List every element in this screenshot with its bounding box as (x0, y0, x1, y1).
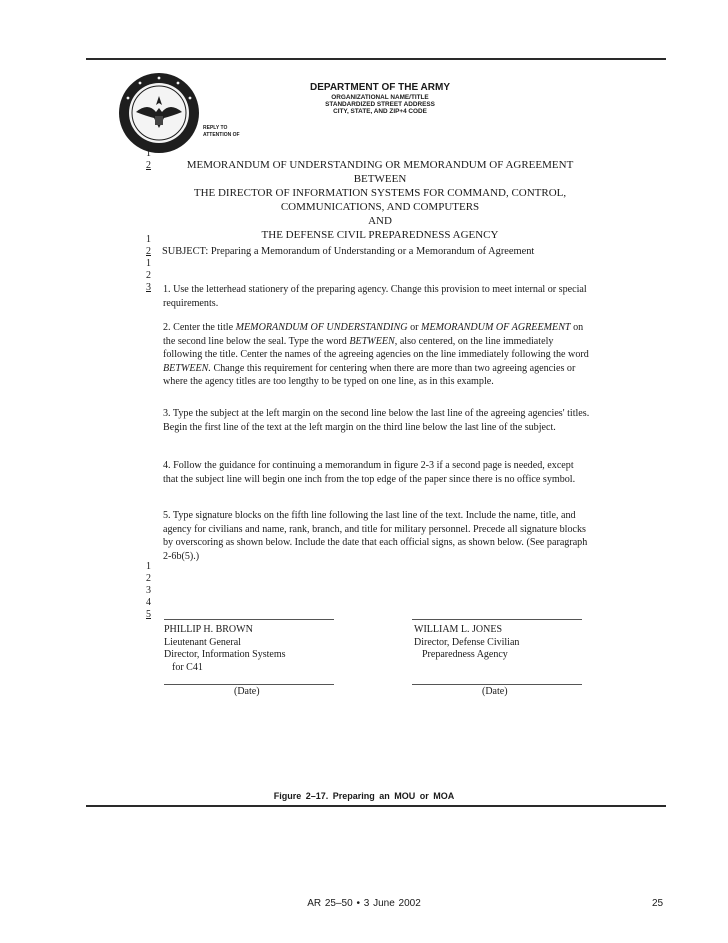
footer-document-id: AR 25–50 • 3 June 2002 (307, 898, 421, 909)
date-label-left: (Date) (234, 686, 260, 697)
street-address: STANDARDIZED STREET ADDRESS (325, 100, 435, 108)
paragraph-2-text: , also centered, on the line immediately following the title. Center the names of the agreeing agencies on the line immediately following the word (163, 335, 589, 360)
title-line: BETWEEN (353, 173, 407, 185)
signature-overscore-left (164, 619, 334, 620)
reply-to-block (203, 125, 240, 139)
signer-title: for C41 (172, 661, 203, 673)
reply-to-line1: REPLY TO (203, 125, 228, 131)
line-number: 2 (146, 160, 151, 171)
bottom-rule (86, 805, 666, 807)
line-number: 2 (146, 246, 151, 257)
paragraph-2-text: or (407, 322, 422, 333)
date-line-left (164, 684, 334, 685)
title-line: THE DEFENSE CIVIL PREPAREDNESS AGENCY (261, 229, 499, 241)
paragraph-2-italic: MEMORANDUM OF AGREEMENT (421, 322, 571, 333)
line-number: 1 (146, 234, 151, 245)
line-numbers-group-3 (146, 561, 151, 621)
line-number: 3 (146, 282, 151, 293)
date-line-right (412, 684, 582, 685)
title-line: THE DIRECTOR OF INFORMATION SYSTEMS FOR COMMAND, CONTROL, (193, 187, 567, 199)
paragraph-1: 1. Use the letterhead stationery of the preparing agency. Change this provision to meet internal or special requirements. (163, 284, 587, 309)
line-number: 3 (146, 585, 151, 596)
line-number: 1 (146, 561, 151, 572)
line-number: 1 (146, 148, 151, 159)
title-line: MEMORANDUM OF UNDERSTANDING OR MEMORANDUM OF AGREEMENT (186, 159, 574, 171)
title-line: AND (368, 215, 392, 227)
figure-caption: Figure 2–17. Preparing an MOU or MOA (273, 791, 455, 801)
paragraph-4: 4. Follow the guidance for continuing a memorandum in figure 2-3 if a second page is needed, except that the subject line will begin one inch from the top edge of the paper since there is no office symbol. (163, 460, 576, 485)
memorandum-title (160, 158, 600, 242)
signature-overscore-right (412, 619, 582, 620)
signer-title: Preparedness Agency (422, 649, 508, 660)
line-number: 4 (146, 597, 151, 608)
line-number: 2 (146, 573, 151, 584)
city-state-zip: CITY, STATE, AND ZIP+4 CODE (333, 108, 427, 116)
paragraph-2-italic: MEMORANDUM OF UNDERSTANDING (235, 322, 408, 333)
title-line: COMMUNICATIONS, AND COMPUTERS (280, 201, 480, 213)
paragraph-3: 3. Type the subject at the left margin on the second line below the last line of the agreeing agencies' titles. Begin the first line of the text at the left margin on the third line below the last line of the subject. (163, 408, 590, 433)
department-name: DEPARTMENT OF THE ARMY (310, 82, 450, 93)
signer-name: WILLIAM L. JONES (414, 624, 503, 635)
signer-title: Director, Defense Civilian (414, 636, 520, 648)
paragraph-2-text: Change this requirement for centering when there are more than two agreeing agencies or where the agency titles are too lengthy to be typed on one line, as in this example. (163, 362, 576, 387)
signer-name: PHILLIP H. BROWN (164, 624, 253, 635)
line-number: 5 (146, 609, 151, 620)
signature-block-right (414, 624, 519, 662)
line-number: 2 (146, 270, 151, 281)
paragraph-2-text: on the second line below the seal. Type the word (163, 322, 584, 347)
top-rule (86, 58, 666, 60)
paragraph-5: 5. Type signature blocks on the fifth line following the last line of the text. Include the name, title, and agency for civilians and name, rank, branch, and title for military personnel. Precede all signature blocks by overscoring as shown below. Include the date that each official signs, as shown below. (See paragraph 2-6b(5).) (163, 510, 588, 562)
paragraph-2-italic: BETWEEN. (163, 362, 211, 374)
line-number: 1 (146, 258, 151, 269)
signature-block-left (164, 624, 286, 674)
line-numbers-group-1 (146, 148, 151, 172)
subject-line: SUBJECT: Preparing a Memorandum of Understanding or a Memorandum of Agreement (162, 246, 535, 257)
line-numbers-group-2 (146, 234, 151, 294)
paragraph-2-text: 2. Center the title (163, 322, 236, 333)
footer-page-number: 25 (652, 898, 664, 909)
paragraph-2-italic: BETWEEN (349, 335, 395, 347)
signer-title: Director, Information Systems (164, 649, 286, 660)
dod-seal-icon (118, 72, 200, 154)
signer-title: Lieutenant General (164, 636, 241, 648)
reply-to-line2: ATTENTION OF (203, 132, 240, 138)
org-name: ORGANIZATIONAL NAME/TITLE (331, 93, 429, 101)
date-label-right: (Date) (482, 686, 508, 697)
paragraph-2 (163, 321, 590, 389)
letterhead (290, 82, 470, 116)
